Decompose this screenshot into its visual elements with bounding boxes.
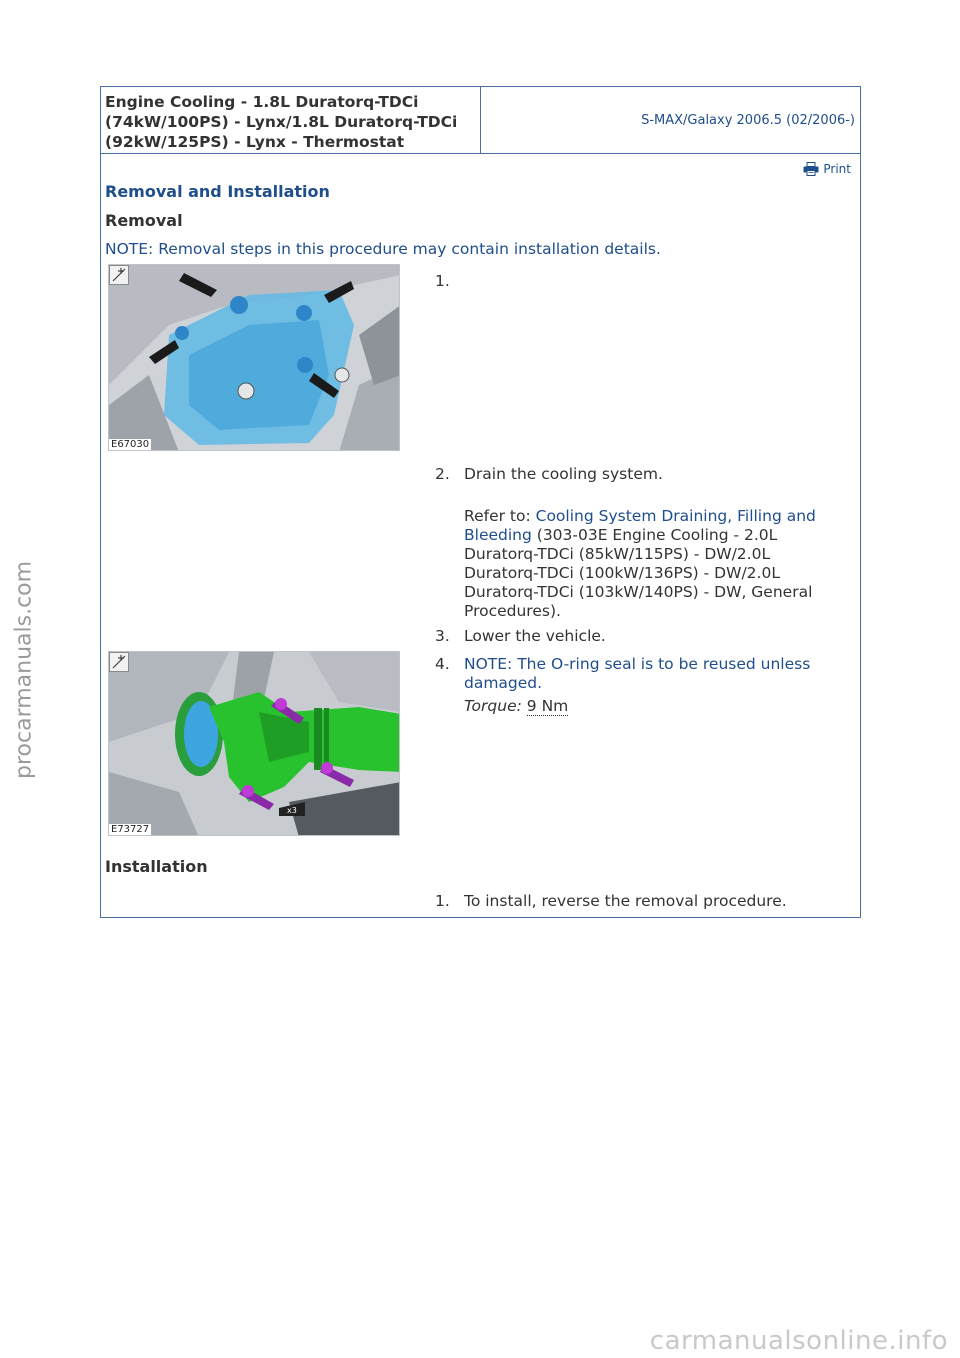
step-number: 1. — [435, 892, 450, 910]
zoom-icon[interactable] — [109, 265, 129, 285]
section-title: Removal and Installation — [105, 182, 330, 201]
figure-caption: E67030 — [111, 439, 150, 450]
print-button[interactable] — [803, 162, 851, 176]
step-number: 3. — [435, 627, 450, 645]
reference-block — [464, 507, 835, 621]
step-text: Drain the cooling system. — [464, 465, 663, 483]
step-note: NOTE: The O-ring seal is to be reused unless damaged. — [464, 655, 811, 692]
cooling-system-link[interactable]: Cooling System Draining, Filling and Bleeding — [464, 507, 816, 544]
installation-step-1 — [435, 892, 835, 911]
print-row — [101, 154, 860, 176]
step-text: Lower the vehicle. — [464, 627, 606, 645]
removal-note: NOTE: Removal steps in this procedure may contain installation details. — [105, 240, 661, 258]
figure-caption: E73727 — [111, 824, 150, 835]
engine-cover-illustration — [109, 265, 400, 451]
torque-spec — [464, 697, 835, 716]
print-label: Print — [823, 162, 851, 176]
side-watermark: procarmanuals.com — [11, 560, 37, 780]
step-number: 4. — [435, 655, 450, 673]
torque-label: Torque: — [464, 697, 522, 715]
removal-step-2 — [435, 465, 835, 621]
refer-prefix: Refer to: — [464, 507, 531, 525]
zoom-icon[interactable] — [109, 652, 129, 672]
figure-thermostat-housing[interactable] — [108, 651, 400, 836]
step-number: 1. — [435, 272, 450, 290]
vehicle-model: S-MAX/Galaxy 2006.5 (02/2006-) — [641, 112, 855, 128]
removal-title: Removal — [105, 211, 183, 230]
torque-value[interactable]: 9 Nm — [526, 697, 569, 715]
bottom-watermark: carmanualsonline.info — [649, 1326, 948, 1356]
step-text: To install, reverse the removal procedure. — [464, 892, 787, 910]
refer-details: (303-03E Engine Cooling - 2.0L Duratorq-TDCi (85kW/115PS) - DW/2.0L Duratorq-TDCi (100kW/136PS) - DW/2.0L Duratorq-TDCi (103kW/140PS) - DW, General Procedures). — [464, 526, 813, 620]
svg-text:x3: x3 — [287, 806, 297, 815]
procedure-document — [100, 86, 861, 918]
installation-title: Installation — [105, 857, 208, 876]
step-number: 2. — [435, 465, 450, 483]
figure-engine-cover[interactable] — [108, 264, 400, 451]
page-title: Engine Cooling - 1.8L Duratorq-TDCi (74kW/100PS) - Lynx/1.8L Duratorq-TDCi (92kW/125PS) - Lynx - Thermostat — [101, 87, 481, 153]
thermostat-housing-illustration — [109, 652, 400, 836]
removal-step-4 — [435, 655, 835, 716]
document-header — [101, 87, 860, 154]
removal-step-3 — [435, 627, 835, 646]
printer-icon — [803, 162, 819, 176]
